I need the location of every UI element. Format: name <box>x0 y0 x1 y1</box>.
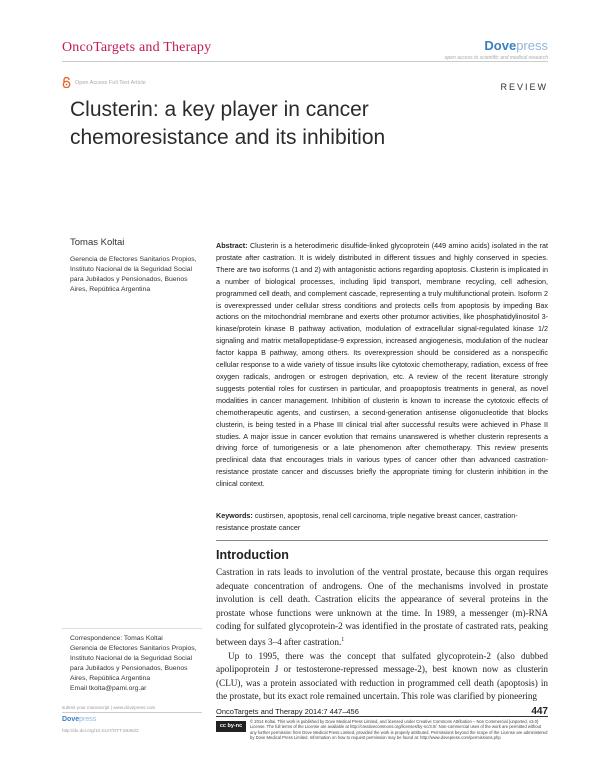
correspondence-address: Gerencia de Efectores Sanitarios Propios, Instituto Nacional de la Seguridad Social para Jubilados y Pensionados, Buenos Aires, República Argentina <box>70 645 197 682</box>
correspondence-label: Correspondence: Tomas Koltai <box>70 635 163 642</box>
journal-citation: OncoTargets and Therapy 2014:7 447–456 <box>216 707 359 716</box>
author-affiliation: Gerencia de Efectores Sanitarios Propios, Instituto Nacional de la Seguridad Social para Jubilados y Pensionados, Buenos Aires, República Argentina <box>70 256 197 293</box>
keywords <box>216 510 548 534</box>
creative-commons-badge: cc by-nc <box>216 721 246 732</box>
abstract-text: Clusterin is a heterodimeric disulfide-linked glycoprotein (449 amino acids) isolated in the rat prostate after castration. It is widely distributed in different tissues and highly conserved in species. There are two isoforms (1 and 2) with antagonistic actions regarding apoptosis. Clusterin is implicated in a number of biological processes, including lipid transport, membrane recycling, cell adhesion, programmed cell death, and complement cascade, representing a truly multifunctional protein. Isoform 2 is overexpressed under cellular stress conditions and protects cells from apoptosis by impeding Bax actions on the mitochondrial membrane and exerts other protumor activities, like phosphatidylinositol 3-kinase/protein kinase B pathway activation, modulation of extracellular signal-regulated kinase 1/2 signaling and matrix metallopeptidase-9 expression, increased angiogenesis, modulation of the nuclear factor kappa B pathway, among others. Its overexpression should be considered as a nonspecific cellular response to a wide variety of tissue insults like cytotoxic chemotherapy, radiation, excess of free oxygen radicals, androgen or estrogen deprivation, etc. A review of the recent literature strongly suggests potential roles for custirsen in particular, and proapoptosis treatments in general, as novel modalities in cancer management. Inhibition of clusterin is known to increase the cytotoxic effects of chemotherapeutic agents, and custirsen, a second-generation antisense oligonucleotide that blocks clusterin, is being tested in a Phase III clinical trial after successful results were achieved in Phase II studies. A major issue in cancer evolution that remains unanswered is whether clusterin represents a driving force of tumorigenesis or a late phenomenon after chemotherapy. This review presents preclinical data that encourages trials in various types of cancer other than advanced castration-resistance prostate cancer and discusses briefly the appropriate timing for clusterin inhibition in the clinical context. <box>216 241 548 489</box>
footer-publisher-bold: Dove <box>62 716 80 723</box>
license-text: © 2014 Koltai. This work is published by Dove Medical Press Limited, and licensed under Creative Commons Attribution – Non Commercial (unported, v3.0) License. The full terms of the License are available at http://creativecommons.org/licenses/by-nc/3.0/. Non-commercial uses of the work are permitted without any further permission from Dove Medical Press Limited, provided the work is properly attributed. Permissions beyond the scope of the License are administered by Dove Medical Press Limited. Information on how to request permission may be found at: http://www.dovepress.com/permissions.php <box>250 719 548 741</box>
publisher-logo <box>484 38 548 53</box>
author-name: Tomas Koltai <box>70 237 125 248</box>
intro-heading: Introduction <box>216 548 289 562</box>
correspondence-divider <box>62 628 202 629</box>
article-title: Clusterin: a key player in cancer chemoresistance and its inhibition <box>70 98 386 149</box>
keywords-label: Keywords: <box>216 511 253 520</box>
article-type: REVIEW <box>500 82 548 92</box>
page-number: 447 <box>531 706 548 717</box>
footer-divider-right <box>216 716 548 717</box>
header-divider <box>62 61 548 62</box>
open-access-icon <box>62 77 71 88</box>
keywords-text: custirsen, apoptosis, renal cell carcinoma, triple negative breast cancer, castration-resistance prostate cancer <box>216 511 518 532</box>
intro-paragraph-2: Up to 1995, there was the concept that sulfated glycoprotein-2 (also dubbed apolipoprotein J or testosterone-repressed message-2), best known now as clusterin (CLU), was a protein associated with reduction in programmed cell death (apoptosis) in the prostate, but its exact role remained uncertain. This role was clarified by pioneering <box>216 650 548 702</box>
open-access-label: Open Access Full Text Article <box>75 79 146 86</box>
publisher-tagline: open access to scientific and medical research <box>444 55 548 61</box>
abstract-label: Abstract: <box>216 241 248 250</box>
citation-ref[interactable]: 1 <box>341 636 345 643</box>
footer-publisher-light: press <box>79 716 97 723</box>
open-access-badge <box>62 77 146 88</box>
publisher-light: press <box>516 38 548 53</box>
abstract <box>216 240 548 490</box>
intro-p1-text: Castration in rats leads to involution of the ventral prostate, because this organ requires adequate concentration of androgens. One of the mechanisms involved in prostate involution is cell death. Castration elicits the appearance of several proteins in the prostate whose functions were unknown at the time. In 1989, a messenger (m)-RNA coding for sulfated glycoprotein-2 was identified in the prostate of castrated rats, peaking between days 3–4 after castration. <box>216 567 548 648</box>
footer-publisher-logo <box>62 716 96 723</box>
intro-paragraph-1 <box>216 566 548 650</box>
footer-divider-left <box>62 712 202 713</box>
correspondence-email[interactable]: Email tkolta@pami.org.ar <box>70 685 147 692</box>
intro-body <box>216 566 548 704</box>
section-divider <box>216 540 548 541</box>
publisher-bold: Dove <box>484 38 517 53</box>
correspondence <box>70 634 200 694</box>
journal-name: OncoTargets and Therapy <box>62 40 212 55</box>
doi-link[interactable]: http://dx.doi.org/10.2147/OTT.S63622 <box>62 728 139 733</box>
submit-manuscript-link[interactable]: submit your manuscript | www.dovepress.com <box>62 705 156 710</box>
